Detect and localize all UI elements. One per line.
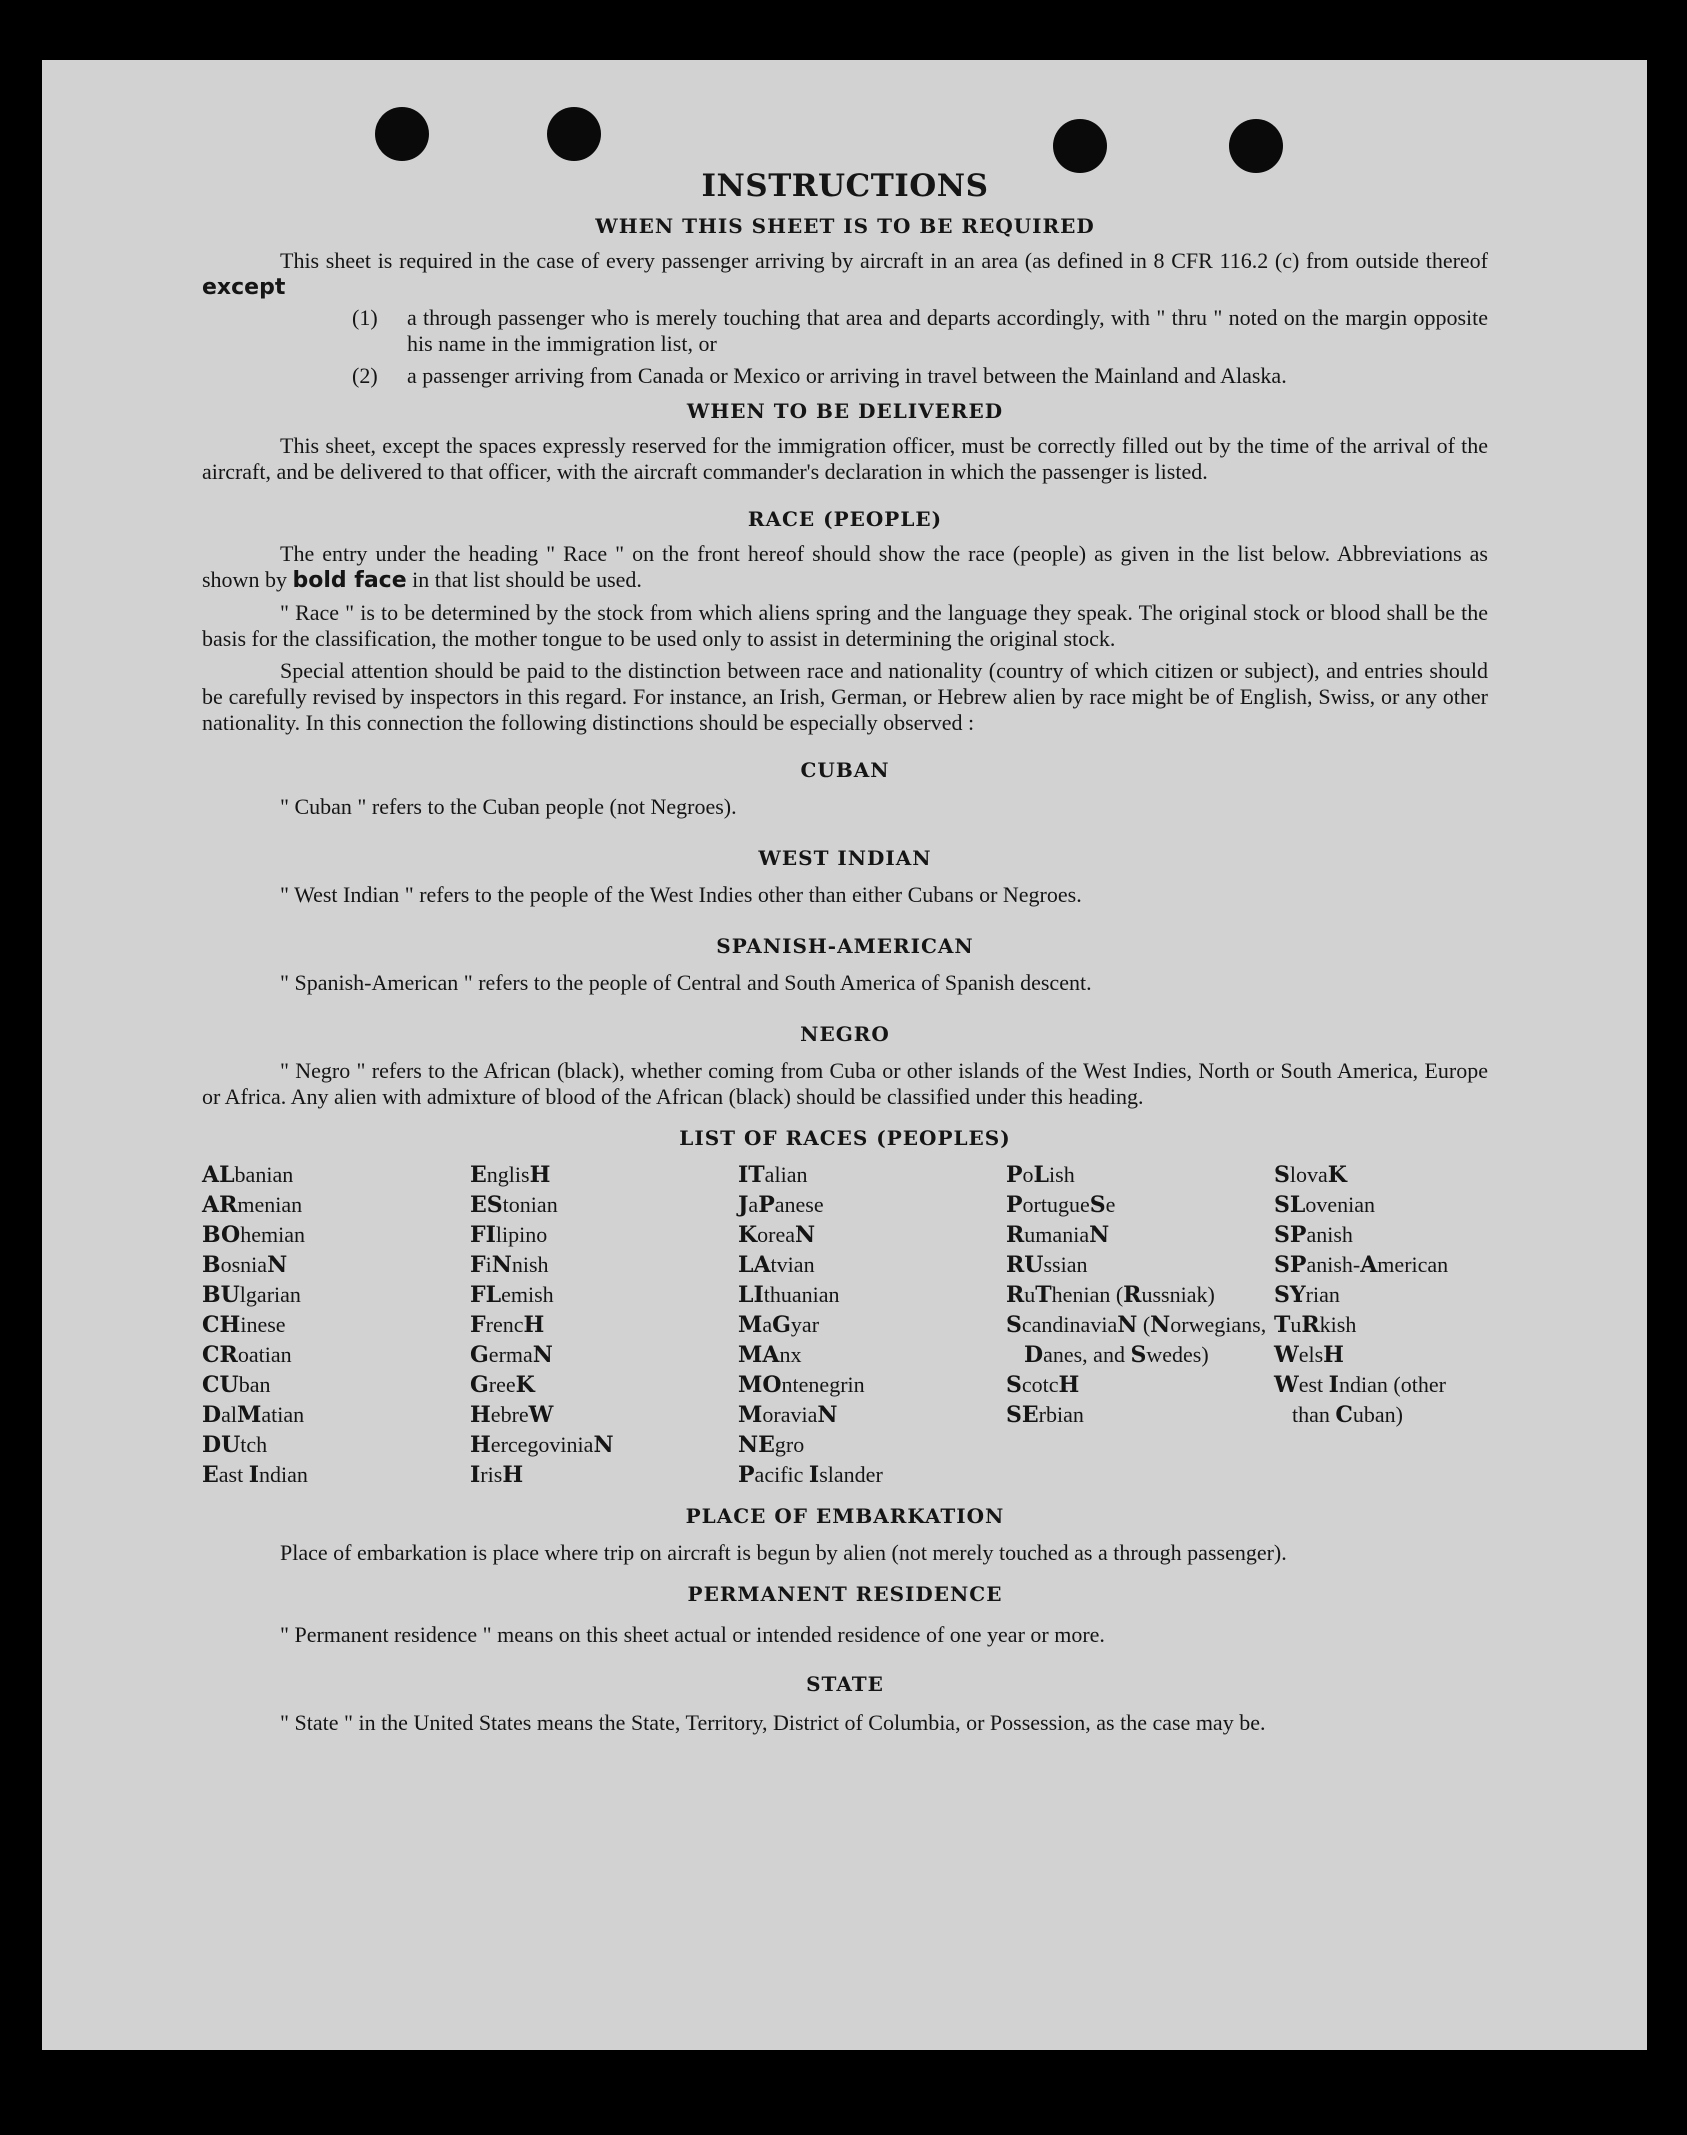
race-item: TuRkish [1274,1312,1357,1338]
race-item: CUban [202,1372,271,1398]
instructions-content [202,168,1488,1736]
heading-required: WHEN THIS SHEET IS TO BE REQUIRED [595,214,1095,238]
race-item: Pacific Islander [738,1462,883,1488]
punch-hole [547,107,601,161]
race-item: RuThenian (Russniak) [1006,1282,1215,1308]
heading-negro: NEGRO [800,1022,890,1046]
race-item: CRoatian [202,1342,292,1368]
race-paragraph: The entry under the heading " Race " on the front hereof should show the race (people) as given in the list below. Abbreviations as shown by bold face in that list should be used. [202,541,1488,593]
race-item: LAtvian [738,1252,815,1278]
race-item: DalMatian [202,1402,305,1428]
race-item: GreeK [470,1372,535,1398]
race-item: WelsH [1274,1342,1344,1368]
heading-spanish-american: SPANISH-AMERICAN [716,934,974,958]
race-item: BUlgarian [202,1282,301,1308]
race-item: EnglisH [470,1162,551,1188]
race-item: FrencH [470,1312,545,1338]
page-title: INSTRUCTIONS [701,168,989,204]
heading-state: STATE [806,1672,884,1696]
races-column [202,1160,470,1490]
race-item: SPanish-American [1274,1252,1449,1278]
race-item: PortugueSe [1006,1192,1116,1218]
race-item: MoraviaN [738,1402,838,1428]
race-item: IrisH [470,1462,524,1488]
race-item: RumaniaN [1006,1222,1110,1248]
race-item: CHinese [202,1312,286,1338]
spanish-american-text: " Spanish-American " refers to the people of Central and South America of Spanish descent. [280,970,1092,995]
races-column [1274,1160,1488,1490]
race-item: ARmenian [202,1192,303,1218]
race-item: EStonian [470,1192,558,1218]
race-item: SErbian [1006,1402,1084,1428]
negro-text: " Negro " refers to the African (black), whether coming from Cuba or other islands of the West Indies, North or South America, Europe or Africa. Any alien with admixture of blood of the African (black) should be classified under this heading. [202,1058,1488,1109]
race-item: SlovaK [1274,1162,1347,1188]
race-item: FiNnish [470,1252,549,1278]
punch-hole [1053,119,1107,173]
race-item: MOntenegrin [738,1372,865,1398]
race-item: West Indian (other than Cuban) [1274,1372,1446,1428]
race-item: FIlipino [470,1222,548,1248]
race-item: LIthuanian [738,1282,840,1308]
race-item: PoLish [1006,1162,1075,1188]
cuban-text: " Cuban " refers to the Cuban people (not Negroes). [280,794,737,819]
races-column [738,1160,1006,1490]
race-item: BosniaN [202,1252,288,1278]
heading-cuban: CUBAN [800,758,890,782]
heading-residence: PERMANENT RESIDENCE [687,1582,1003,1606]
race-item: SPanish [1274,1222,1353,1248]
race-item: ITalian [738,1162,808,1188]
race-item: MAnx [738,1342,802,1368]
punch-hole [375,107,429,161]
race-item: ScotcH [1006,1372,1080,1398]
heading-delivered: WHEN TO BE DELIVERED [686,399,1004,423]
race-item: ScandinaviaN (Norwegians, Danes, and Swedes) [1006,1312,1267,1368]
race-item: NEgro [738,1432,805,1458]
embarkation-text: Place of embarkation is place where trip on aircraft is begun by alien (not merely touched as a through passenger). [280,1540,1287,1565]
race-item: FLemish [470,1282,554,1308]
residence-text: " Permanent residence " means on this sheet actual or intended residence of one year or more. [280,1622,1105,1647]
race-item: KoreaN [738,1222,816,1248]
races-column [1006,1160,1274,1490]
delivered-text: This sheet, except the spaces expressly reserved for the immigration officer, must be correctly filled out by the time of the arrival of the aircraft, and be delivered to that officer, with the aircraft commander's declaration in which the passenger is listed. [202,433,1488,484]
race-item: East Indian [202,1462,308,1488]
state-text: " State " in the United States means the State, Territory, District of Columbia, or Possession, as the case may be. [280,1710,1266,1735]
race-item: ALbanian [202,1162,294,1188]
race-paragraph: Special attention should be paid to the distinction between race and nationality (country of which citizen or subject), and entries should be carefully revised by inspectors in this regard. For instance, an Irish, German, or Hebrew alien by race might be of English, Swiss, or any other nationality. In this connection the following distinctions should be especially observed : [202,658,1488,735]
west-indian-text: " West Indian " refers to the people of the West Indies other than either Cubans or Negroes. [280,882,1082,907]
race-item: SYrian [1274,1282,1340,1308]
heading-list-of-races: LIST OF RACES (PEOPLES) [679,1126,1011,1150]
race-item: HercegoviniaN [470,1432,614,1458]
heading-west-indian: WEST INDIAN [758,846,932,870]
race-item: DUtch [202,1432,268,1458]
race-item: BOhemian [202,1222,305,1248]
exception-item: (1) a through passenger who is merely touching that area and departs accordingly, with " thru " noted on the margin opposite his name in the immigration list, or [352,305,1488,356]
heading-embarkation: PLACE OF EMBARKATION [685,1504,1005,1528]
required-intro: This sheet is required in the case of every passenger arriving by aircraft in an area (as defined in 8 CFR 116.2 (c) from outside thereof except [202,248,1488,300]
races-list [202,1160,1488,1490]
race-paragraph: " Race " is to be determined by the stock from which aliens spring and the language they speak. The original stock or blood shall be the basis for the classification, the mother tongue to be used only to assist in determining the original stock. [202,600,1488,651]
heading-race: RACE (PEOPLE) [747,507,943,531]
race-item: JaPanese [738,1192,824,1218]
race-item: SLovenian [1274,1192,1376,1218]
punch-hole [1229,119,1283,173]
race-item: GermaN [470,1342,553,1368]
race-item: HebreW [470,1402,554,1428]
exception-item: (2) a passenger arriving from Canada or Mexico or arriving in travel between the Mainland and Alaska. [352,363,1287,388]
race-item: RUssian [1006,1252,1088,1278]
race-item: MaGyar [738,1312,820,1338]
races-column [470,1160,738,1490]
